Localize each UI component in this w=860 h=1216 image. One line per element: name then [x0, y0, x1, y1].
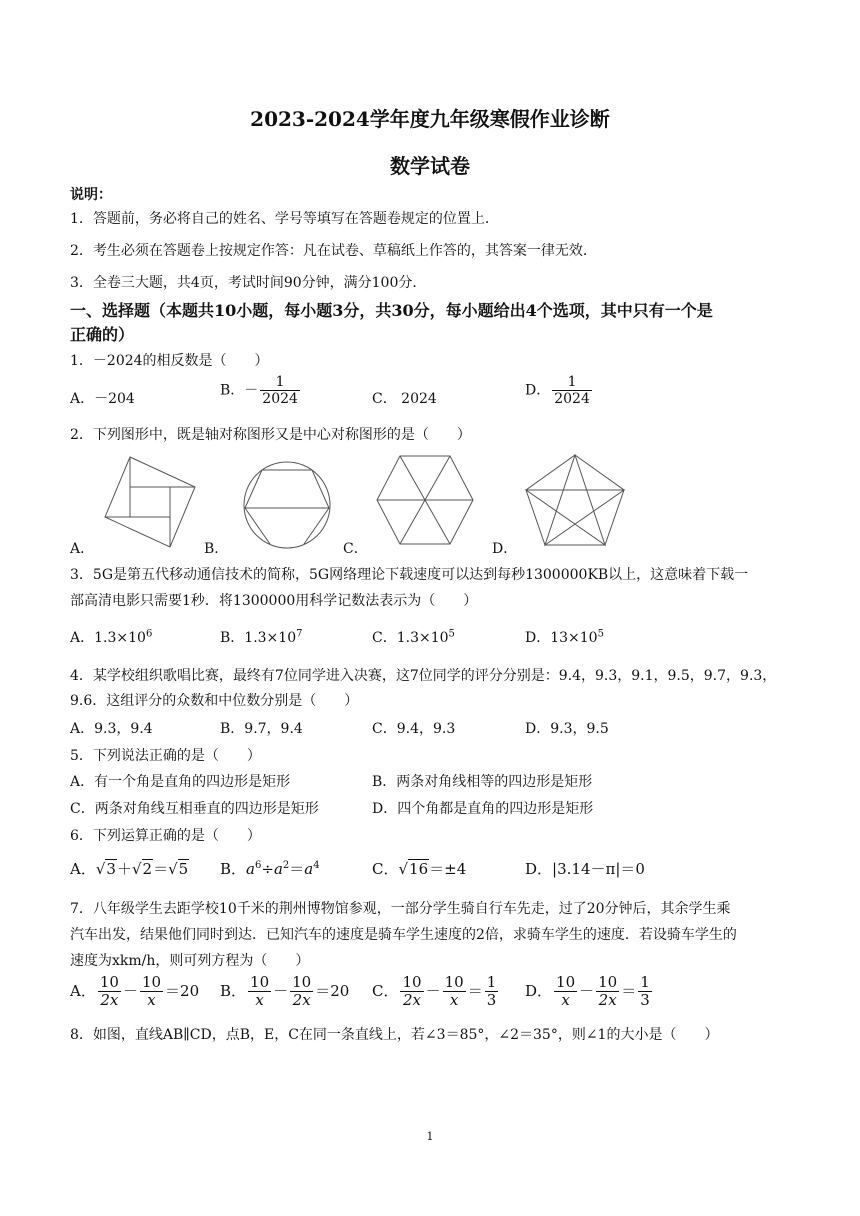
- exam-title: 2023-2024学年度九年级寒假作业诊断: [250, 107, 610, 131]
- q2-figure-d: [525, 453, 627, 548]
- q4-stem-line2: 9.6．这组评分的众数和中位数分别是（ ）: [70, 693, 359, 709]
- fraction: $\frac{10}{2x}$: [598, 973, 618, 1010]
- q4-option-c: C．9.4，9.3: [372, 721, 456, 737]
- exam-subtitle: 数学试卷: [390, 154, 470, 178]
- q8-stem: 8．如图，直线AB∥CD，点B，E，C在同一条直线上，若∠3＝85°，∠2＝35°，则∠1的大小是（ ）: [70, 1027, 719, 1043]
- q1-stem: 1．－2024的相反数是（ ）: [70, 353, 269, 369]
- q2-stem: 2．下列图形中，既是轴对称图形又是中心对称图形的是（ ）: [70, 427, 471, 443]
- q5-option-b: B．两条对角线相等的四边形是矩形: [372, 774, 593, 790]
- figure-b-line: [245, 508, 270, 544]
- note-item: 2．考生必须在答题卷上按规定作答：凡在试卷、草稿纸上作答的，其答案一律无效．: [70, 243, 597, 259]
- figure-a-square: [105, 457, 195, 547]
- figure-b-circle: [244, 462, 330, 548]
- q7-option-a: A． $\frac{10}{2x}$ － $\frac{10}{x}$ ＝20: [70, 973, 200, 1010]
- notes-heading: 说明：: [70, 187, 112, 203]
- q7-option-c: C． $\frac{10}{2x}$ － $\frac{10}{x}$ ＝ $\frac{1}{3}$: [372, 973, 497, 1010]
- q1-option-b: B．－ $\frac{1}{2024}$: [220, 374, 298, 408]
- q7-stem-line3: 速度为xkm/h，则可列方程为（ ）: [70, 953, 310, 969]
- q2-label-a: A．: [70, 541, 95, 557]
- q7-stem-line1: 7．八年级学生去距学校10千米的荆州博物馆参观，一部分学生骑自行车先走，过了20分钟后，其余学生乘: [70, 901, 731, 917]
- note-item: 3．全卷三大题，共4页，考试时间90分钟，满分100分．: [70, 275, 427, 291]
- q5-stem: 5．下列说法正确的是（ ）: [70, 748, 261, 764]
- q3-option-c: C．$1.3\times 10^5$: [372, 628, 455, 646]
- q7-option-b: B． $\frac{10}{x}$ － $\frac{10}{2x}$ ＝20: [220, 973, 350, 1010]
- fraction: $\frac{10}{x}$: [250, 973, 270, 1010]
- q1-option-d: D． $\frac{1}{2024}$: [525, 374, 590, 408]
- q7-stem-line2: 汽车出发，结果他们同时到达．已知汽车的速度是骑车学生速度的2倍，求骑车学生的速度．若设骑车学生的: [70, 927, 737, 943]
- q5-option-c: C．两条对角线互相垂直的四边形是矩形: [70, 801, 319, 817]
- q2-label-b: B．: [204, 541, 229, 557]
- q3-stem-line2: 部高清电影只需要1秒．将1300000用科学记数法表示为（ ）: [70, 593, 478, 609]
- q3-option-a: A．$1.3\times 10^6$: [70, 628, 153, 646]
- q2-label-c: C．: [343, 541, 368, 557]
- note-item: 1．答题前，务必将自己的姓名、学号等填写在答题卷规定的位置上．: [70, 211, 499, 227]
- q6-option-b: B．$a^6\div a^2=a^4$: [220, 860, 320, 878]
- q4-option-b: B．9.7，9.4: [220, 721, 303, 737]
- fraction: $\frac{10}{x}$: [444, 973, 464, 1010]
- q6-option-a: A．√3＋√2＝√5: [70, 860, 189, 878]
- q6-option-d: D．|3.14－π|＝0: [525, 860, 645, 878]
- fraction: $\frac{10}{x}$: [141, 973, 162, 1010]
- q3-option-d: D．$13\times 10^5$: [525, 628, 604, 646]
- fraction: $\frac{10}{2x}$: [292, 973, 312, 1010]
- q3-stem-line1: 3．5G是第五代移动通信技术的简称，5G网络理论下载速度可以达到每秒1300000KB以上，这意味着下载一: [70, 567, 749, 583]
- page-number: 1: [426, 1130, 434, 1143]
- fraction: $\frac{1}{2024}$: [554, 374, 590, 408]
- q5-option-d: D．四个角都是直角的四边形是矩形: [372, 801, 594, 817]
- q5-option-a: A．有一个角是直角的四边形是矩形: [70, 774, 291, 790]
- fraction: $\frac{10}{x}$: [556, 973, 576, 1010]
- q4-stem-line1: 4．某学校组织歌唱比赛，最终有7位同学进入决赛，这7位同学的评分分别是：9.4，9.3，9.1，9.5，9.7，9.3，: [70, 668, 777, 684]
- section-heading: 一、选择题（本题共10小题，每小题3分，共30分，每小题给出4个选项，其中只有一个是: [70, 301, 713, 320]
- figure-b-line: [304, 508, 329, 544]
- q2-figure-b: [240, 460, 335, 550]
- fraction: $\frac{1}{3}$: [486, 973, 497, 1010]
- q6-stem: 6．下列运算正确的是（ ）: [70, 828, 261, 844]
- q1-option-a: A．－204: [70, 391, 135, 407]
- q1-option-c: C． 2024: [372, 391, 437, 407]
- q3-option-b: B．$1.3\times 10^7$: [220, 628, 303, 646]
- q4-option-d: D．9.3，9.5: [525, 721, 609, 737]
- q4-option-a: A．9.3，9.4: [70, 721, 153, 737]
- q2-figure-c: [375, 453, 475, 548]
- fraction: $\frac{10}{2x}$: [99, 973, 119, 1010]
- fraction: $\frac{1}{2024}$: [262, 374, 298, 408]
- fraction: $\frac{10}{2x}$: [402, 973, 422, 1010]
- q6-option-c: C．√16＝±4: [372, 860, 467, 878]
- section-heading-cont: 正确的）: [70, 325, 135, 344]
- q7-option-d: D． $\frac{10}{x}$ － $\frac{10}{2x}$ ＝ $\frac{1}{3}$: [525, 973, 650, 1010]
- q2-figure-a: [100, 455, 200, 550]
- figure-b-polygon: [245, 470, 329, 508]
- fraction: $\frac{1}{3}$: [640, 973, 650, 1010]
- q2-label-d: D．: [492, 541, 518, 557]
